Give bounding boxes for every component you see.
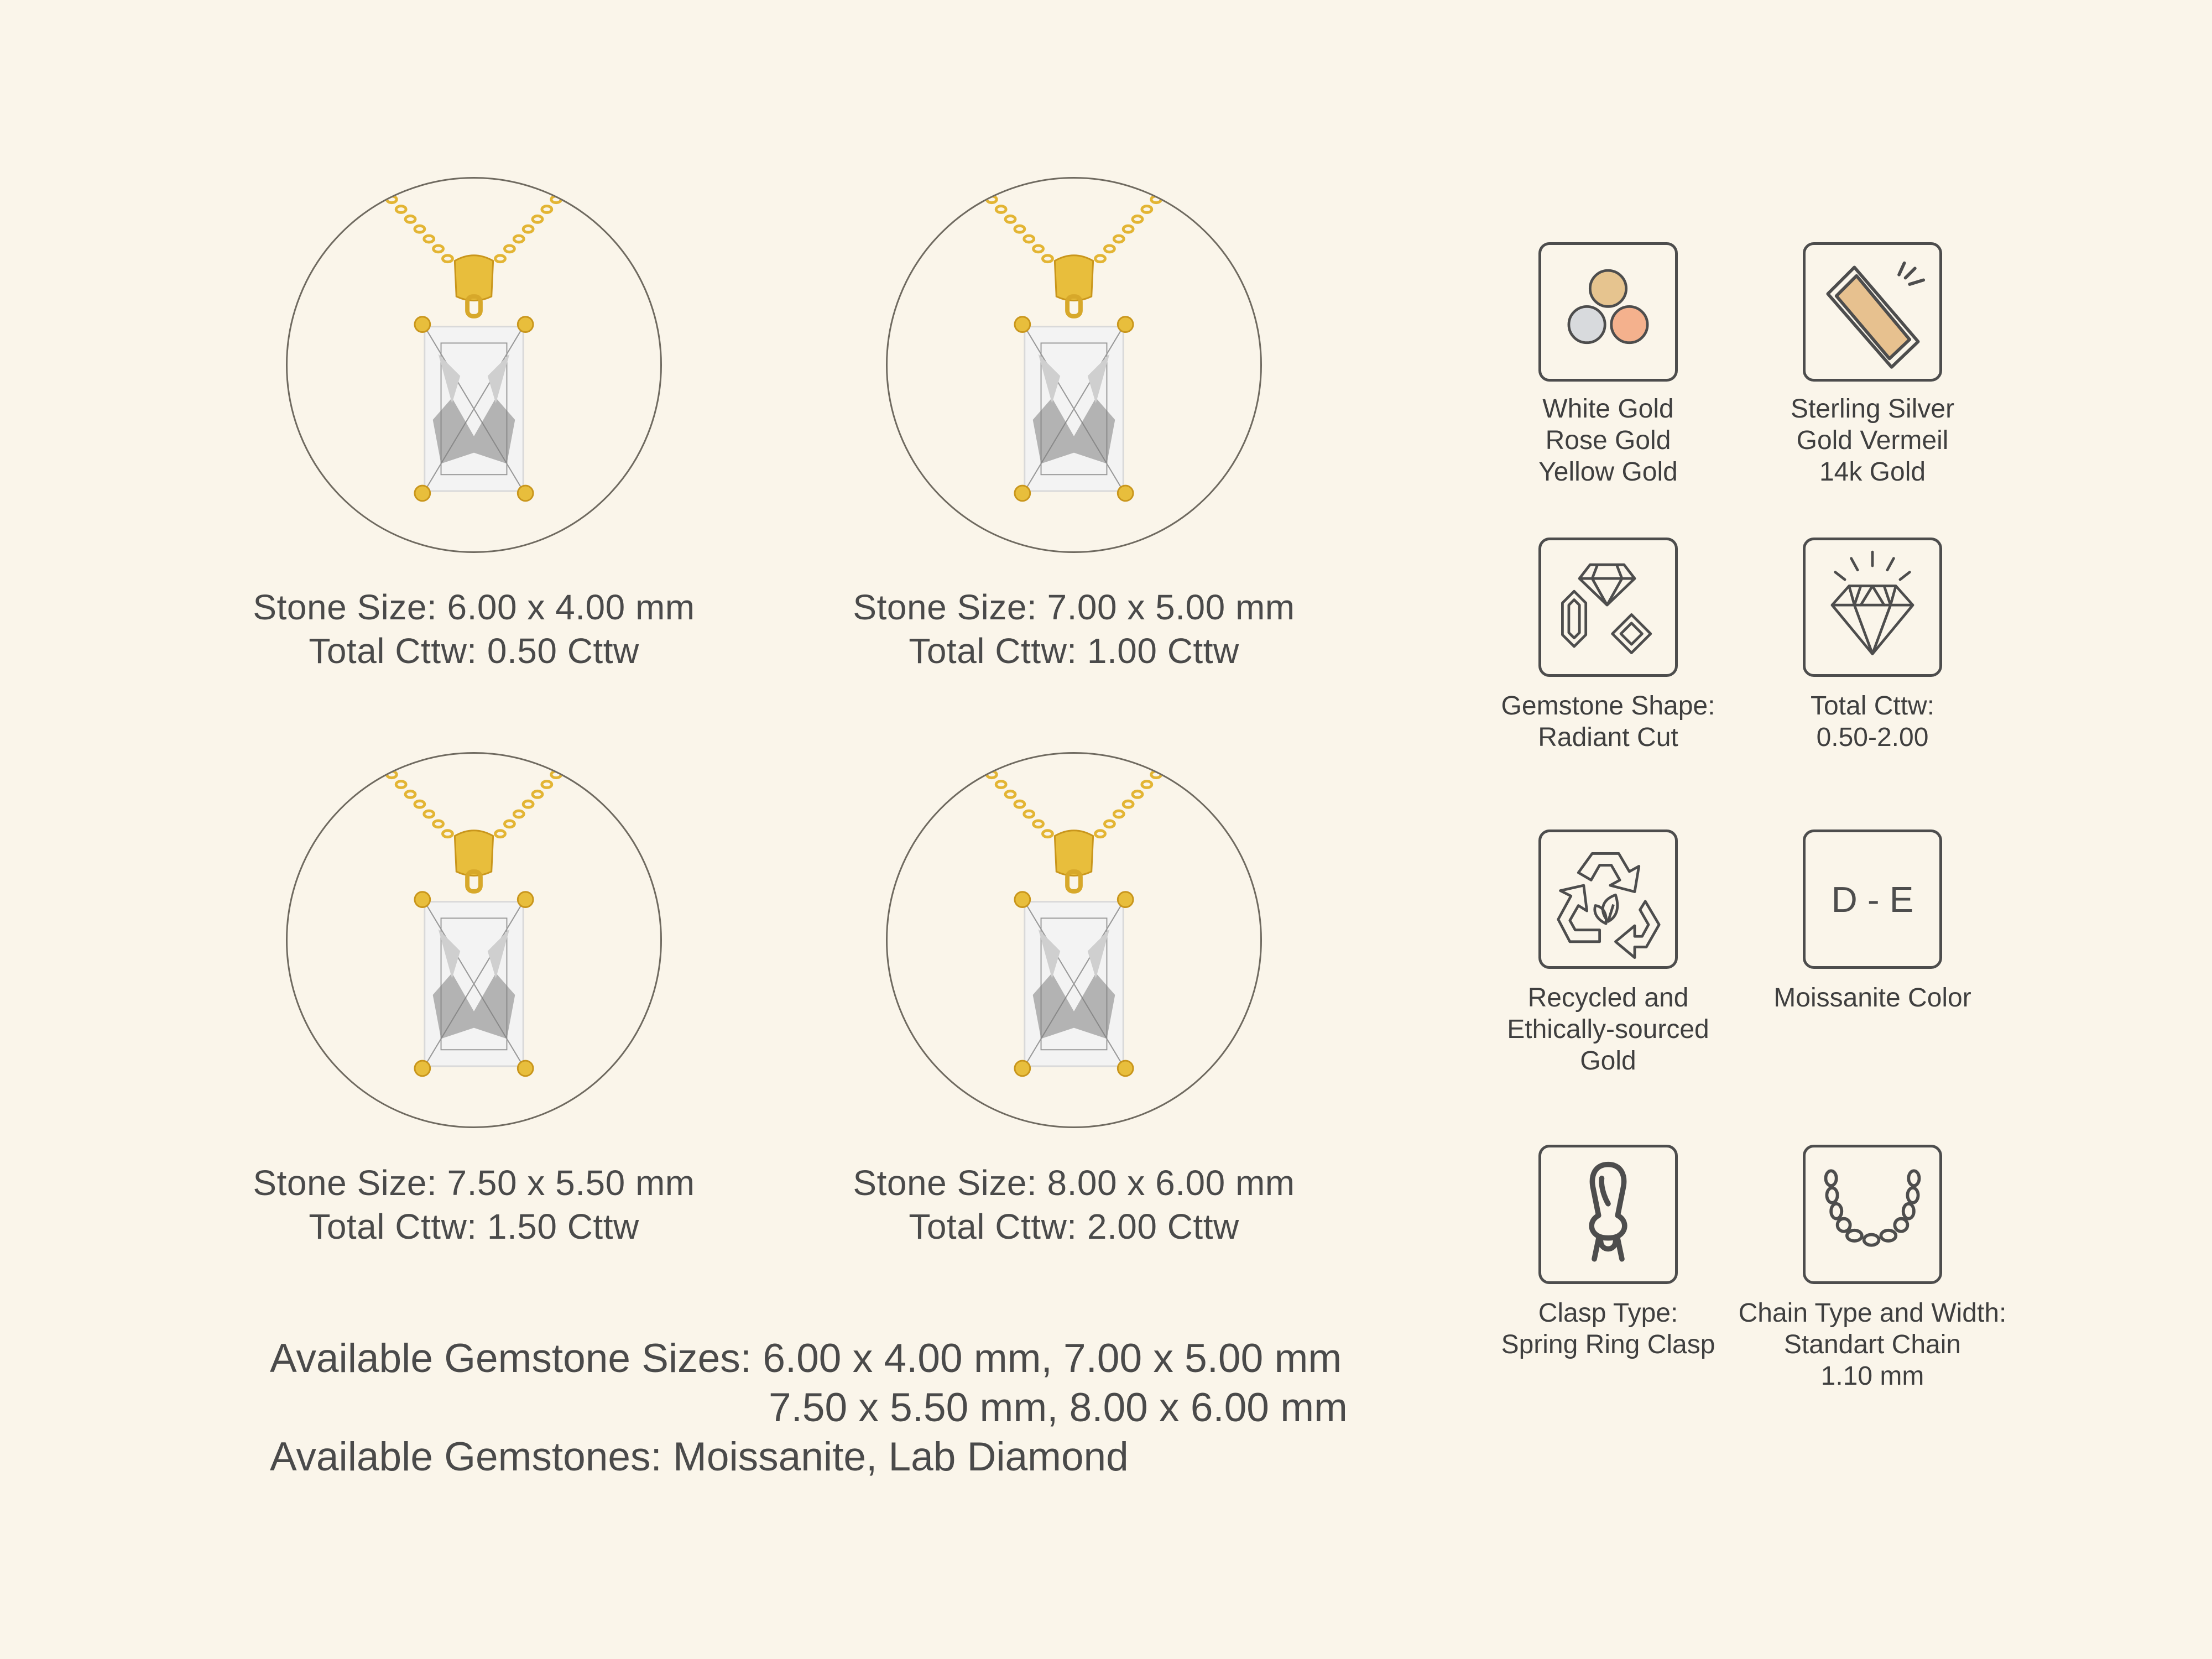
gold-bar-icon (1803, 242, 1942, 382)
feature-label-line: 1.10 mm (1820, 1361, 1924, 1391)
feature-label-line: White Gold (1542, 394, 1674, 424)
pendant-image (886, 177, 1262, 553)
total-cttw-label: Total Cttw: 0.50 Cttw (309, 631, 639, 671)
feature-label-line: Rose Gold (1545, 426, 1671, 455)
feature-label-line: Standart Chain (1783, 1330, 1961, 1359)
feature-label (1718, 982, 2027, 1014)
feature-label (1453, 690, 1763, 753)
available-sizes-summary (270, 1334, 1348, 1481)
feature-label-line: Radiant Cut (1538, 723, 1678, 752)
feature-label (1453, 1297, 1763, 1360)
feature-label-line: Sterling Silver (1790, 394, 1955, 424)
feature-label-line: Chain Type and Width: (1738, 1298, 2007, 1328)
feature-label-line: Total Cttw: (1810, 691, 1935, 721)
stone-size-label: Stone Size: 7.50 x 5.50 mm (253, 1163, 695, 1203)
feature-label-line: Ethically-sourced (1507, 1015, 1709, 1044)
feature-label (1718, 1297, 2027, 1392)
diamond-icon (1803, 538, 1942, 677)
available-gemstones-line: Available Gemstones: Moissanite, Lab Diamond (270, 1434, 1129, 1479)
stone-size-label: Stone Size: 7.00 x 5.00 mm (853, 587, 1295, 627)
gemstone-shapes-icon (1538, 538, 1678, 677)
feature-label (1453, 393, 1763, 488)
stone-size-label: Stone Size: 6.00 x 4.00 mm (253, 587, 695, 627)
spring-ring-clasp-icon (1538, 1145, 1678, 1284)
total-cttw-label: Total Cttw: 2.00 Cttw (909, 1207, 1239, 1246)
total-cttw-label: Total Cttw: 1.50 Cttw (309, 1207, 639, 1246)
pendant-image (886, 752, 1262, 1128)
available-sizes-line-1: Available Gemstone Sizes: 6.00 x 4.00 mm, 7.00 x 5.00 mm (270, 1336, 1342, 1381)
feature-label-line: Yellow Gold (1538, 457, 1678, 487)
product-caption (770, 1161, 1378, 1249)
product-caption (170, 586, 778, 673)
feature-label (1718, 393, 2027, 488)
available-sizes-line-2: 7.50 x 5.50 mm, 8.00 x 6.00 mm (769, 1385, 1348, 1430)
total-cttw-label: Total Cttw: 1.00 Cttw (909, 631, 1239, 671)
product-caption (770, 586, 1378, 673)
chain-icon (1803, 1145, 1942, 1284)
color-grade-text: D - E (1831, 879, 1914, 920)
feature-label-line: Clasp Type: (1538, 1298, 1678, 1328)
stone-size-label: Stone Size: 8.00 x 6.00 mm (853, 1163, 1295, 1203)
feature-label-line: Spring Ring Clasp (1501, 1330, 1715, 1359)
feature-label-line: Moissanite Color (1773, 983, 1971, 1013)
feature-label-line: Gold Vermeil (1796, 426, 1949, 455)
feature-label-line: Gemstone Shape: (1501, 691, 1715, 721)
feature-label-line: Recycled and (1527, 983, 1689, 1013)
feature-label (1718, 690, 2027, 753)
recycle-leaf-icon (1538, 830, 1678, 969)
feature-label-line: Gold (1580, 1046, 1636, 1076)
metal-colors-icon (1538, 242, 1678, 382)
feature-label-line: 0.50-2.00 (1816, 723, 1929, 752)
feature-label (1453, 982, 1763, 1077)
feature-label-line: 14k Gold (1819, 457, 1926, 487)
product-caption (170, 1161, 778, 1249)
pendant-image (286, 177, 662, 553)
color-grade-icon (1803, 830, 1942, 969)
pendant-image (286, 752, 662, 1128)
